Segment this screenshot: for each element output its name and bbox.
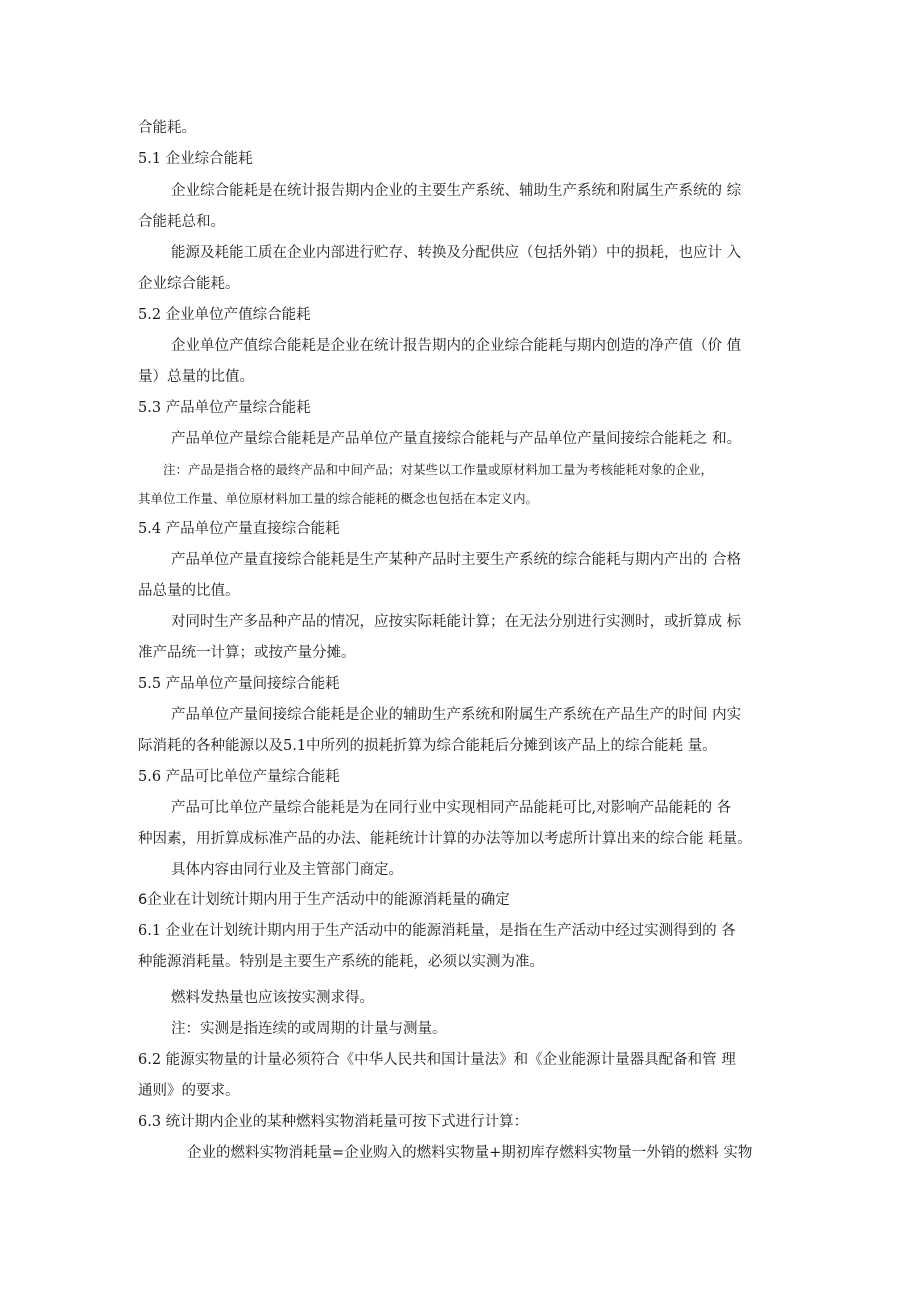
paragraph-line: 品总量的比值。 <box>138 583 240 599</box>
paragraph-line: 通则》的要求。 <box>138 1083 240 1099</box>
note-line: 注：产品是指合格的最终产品和中间产品；对某些以工作量或原材料加工量为考核能耗对象的企业， <box>163 462 714 477</box>
paragraph-line: 产品单位产量综合能耗是产品单位产量直接综合能耗与产品单位产量间接综合能耗之 和。 <box>171 431 742 447</box>
paragraph-line: 量）总量的比值。 <box>138 369 254 385</box>
paragraph-line: 产品单位产量直接综合能耗是生产某种产品时主要生产系统的综合能耗与期内产出的 合格 <box>171 552 742 568</box>
paragraph-line: 种能源消耗量。特别是主要生产系统的能耗，必须以实测为准。 <box>138 954 544 970</box>
section-heading-5-3: 5.3 产品单位产量综合能耗 <box>138 400 311 416</box>
formula-line: 企业的燃料实物消耗量=企业购入的燃料实物量+期初库存燃料实物量一外销的燃料 实物 <box>187 1145 753 1161</box>
paragraph-line: 能源及耗能工质在企业内部进行贮存、转换及分配供应（包括外销）中的损耗，也应计 入 <box>171 245 742 261</box>
paragraph-line: 合能耗总和。 <box>138 214 225 230</box>
note-line: 注：实测是指连续的或周期的计量与测量。 <box>171 1021 447 1037</box>
section-heading-5-1: 5.1 企业综合能耗 <box>138 151 253 167</box>
section-heading-5-2: 5.2 企业单位产值综合能耗 <box>138 307 311 323</box>
paragraph-line: 6.3 统计期内企业的某种燃料实物消耗量可按下式进行计算： <box>138 1114 529 1130</box>
paragraph-line: 产品可比单位产量综合能耗是为在同行业中实现相同产品能耗可比,对影响产品能耗的 各 <box>171 800 732 816</box>
paragraph-line: 准产品统一计算；或按产量分摊。 <box>138 645 356 661</box>
note-line: 其单位工作量、单位原材料加工量的综合能耗的概念也包括在本定义内。 <box>138 491 539 506</box>
section-heading-5-6: 5.6 产品可比单位产量综合能耗 <box>138 769 340 785</box>
paragraph-line: 对同时生产多品种产品的情况，应按实际耗能计算；在无法分别进行实测时，或折算成 标 <box>171 614 742 630</box>
paragraph-line: 6.2 能源实物量的计量必须符合《中华人民共和国计量法》和《企业能源计量器具配备和管 理 <box>138 1052 736 1068</box>
paragraph-line: 际消耗的各种能源以及5.1中所列的损耗折算为综合能耗后分摊到该产品上的综合能耗 量。 <box>138 738 717 754</box>
paragraph-line: 产品单位产量间接综合能耗是企业的辅助生产系统和附属生产系统在产品生产的时间 内实 <box>171 707 742 723</box>
section-heading-5-5: 5.5 产品单位产量间接综合能耗 <box>138 676 340 692</box>
paragraph-line: 企业综合能耗。 <box>138 276 240 292</box>
paragraph-line: 种因素，用折算成标准产品的办法、能耗统计计算的办法等加以考虑所计算出来的综合能 耗量。 <box>138 831 752 847</box>
paragraph-line: 企业综合能耗是在统计报告期内企业的主要生产系统、辅助生产系统和附属生产系统的 综 <box>171 183 742 199</box>
text-line: 合能耗。 <box>138 120 196 136</box>
paragraph-line: 企业单位产值综合能耗是企业在统计报告期内的企业综合能耗与期内创造的净产值（价 值 <box>171 338 742 354</box>
paragraph-line: 6.1 企业在计划统计期内用于生产活动中的能源消耗量，是指在生产活动中经过实测得到的 各 <box>138 923 736 939</box>
paragraph-line: 燃料发热量也应该按实测求得。 <box>171 990 374 1006</box>
section-heading-6: 6企业在计划统计期内用于生产活动中的能源消耗量的确定 <box>138 892 510 908</box>
paragraph-line: 具体内容由同行业及主管部门商定。 <box>171 862 403 878</box>
section-heading-5-4: 5.4 产品单位产量直接综合能耗 <box>138 521 340 537</box>
